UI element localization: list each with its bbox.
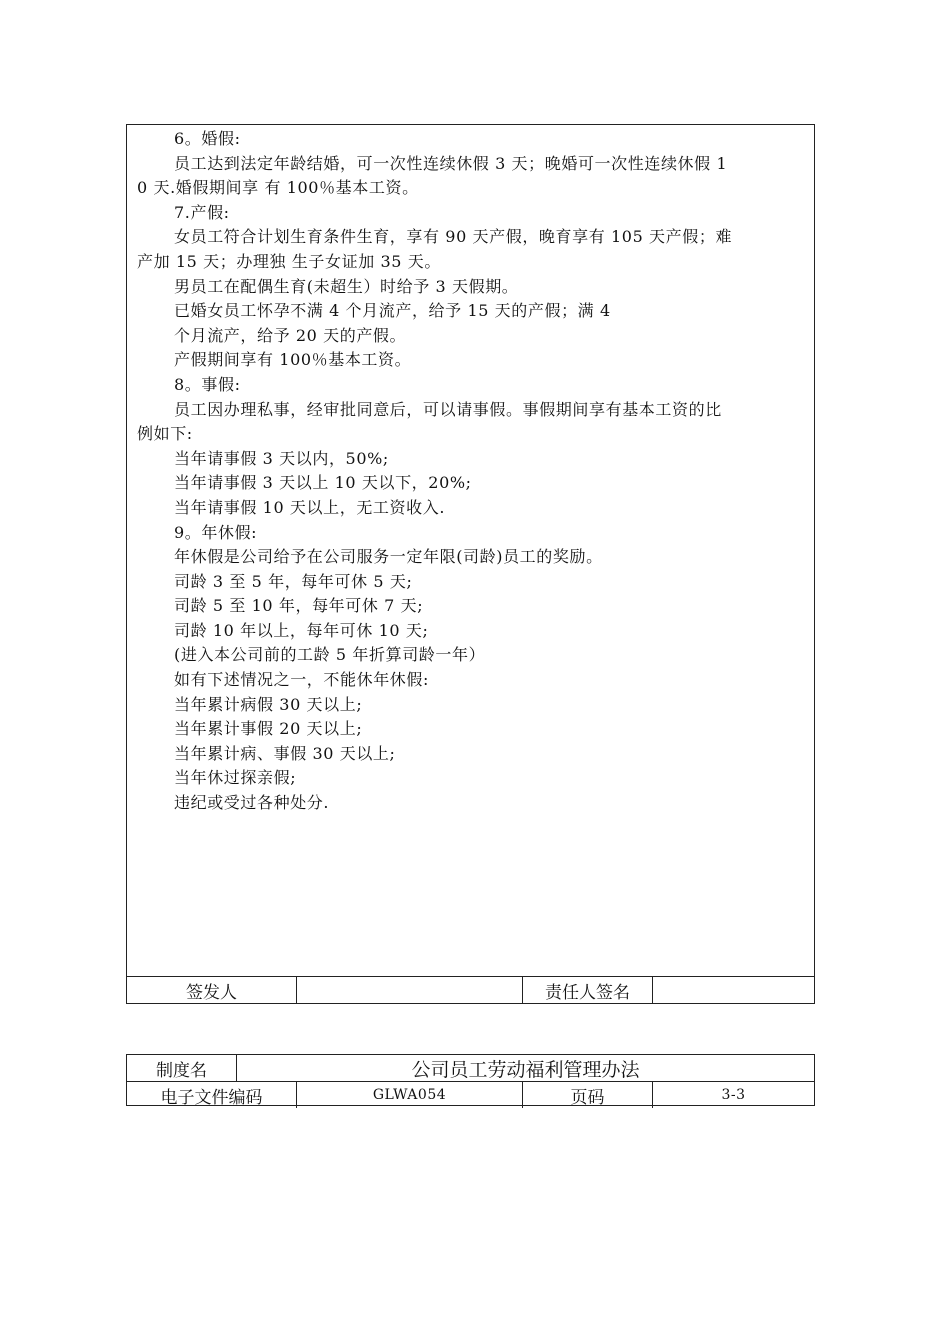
responsible-signature-field[interactable]	[653, 977, 814, 1003]
body-line: 女员工符合计划生育条件生育，享有 90 天产假，晚育享有 105 天产假；难	[174, 227, 733, 247]
body-line: 当年请事假 10 天以上，无工资收入.	[174, 497, 446, 517]
system-name-label: 制度名	[127, 1055, 237, 1081]
body-line: 7.产假:	[174, 202, 230, 222]
body-line: 6。婚假:	[174, 129, 241, 148]
body-line: 司龄 3 至 5 年，每年可休 5 天;	[174, 571, 413, 591]
document-footer-table	[126, 1054, 815, 1106]
signature-row	[127, 976, 814, 1003]
body-line: 男员工在配偶生育(未超生）时给予 3 天假期。	[174, 276, 519, 296]
file-code-label: 电子文件编码	[127, 1082, 297, 1108]
body-line: 已婚女员工怀孕不满 4 个月流产，给予 15 天的产假；满 4	[174, 301, 611, 321]
body-line: 当年累计病、事假 30 天以上;	[174, 743, 396, 763]
body-line: 司龄 10 年以上，每年可休 10 天;	[174, 620, 429, 640]
body-line: 产假期间享有 100％基本工资。	[174, 350, 412, 370]
issuer-label: 签发人	[127, 977, 297, 1003]
body-line: 员工因办理私事，经审批同意后，可以请事假。事假期间享有基本工资的比	[174, 399, 722, 419]
body-line: 8。事假:	[174, 374, 241, 394]
body-line: 当年请事假 3 天以上 10 天以下，20%;	[174, 473, 472, 493]
issuer-signature-field[interactable]	[297, 977, 523, 1003]
page-number-label: 页码	[523, 1082, 653, 1108]
body-line: 当年累计事假 20 天以上;	[174, 719, 363, 739]
page-number-value: 3-3	[721, 1087, 746, 1103]
body-line: 例如下:	[137, 424, 193, 444]
footer-row-code	[127, 1081, 814, 1108]
body-line: 0 天.婚假期间享 有 100％基本工资。	[137, 178, 419, 198]
body-line: 司龄 5 至 10 年，每年可休 7 天;	[174, 596, 424, 616]
system-name-value: 公司员工劳动福利管理办法	[411, 1058, 640, 1081]
document-body	[127, 125, 814, 979]
body-line: 员工达到法定年龄结婚，可一次性连续休假 3 天；晚婚可一次性连续休假 1	[174, 153, 728, 173]
responsible-label: 责任人签名	[523, 977, 653, 1003]
document-body-box	[126, 124, 815, 1004]
file-code-value: GLWA054	[297, 1082, 523, 1108]
body-line: 年休假是公司给予在公司服务一定年限(司龄)员工的奖励。	[174, 547, 603, 567]
body-line: 违纪或受过各种处分.	[174, 793, 330, 813]
body-line: 当年累计病假 30 天以上;	[174, 694, 363, 714]
body-line: 当年休过探亲假;	[174, 768, 297, 788]
body-line: 如有下述情况之一，不能休年休假:	[174, 670, 429, 690]
body-line: (进入本公司前的工龄 5 年折算司龄一年）	[174, 645, 486, 665]
body-line: 产加 15 天；办理独 生子女证加 35 天。	[137, 251, 441, 271]
body-line: 个月流产，给予 20 天的产假。	[174, 325, 407, 345]
body-line: 9。年休假:	[174, 522, 258, 542]
footer-row-system	[127, 1055, 814, 1081]
body-line: 当年请事假 3 天以内，50%;	[174, 448, 389, 468]
